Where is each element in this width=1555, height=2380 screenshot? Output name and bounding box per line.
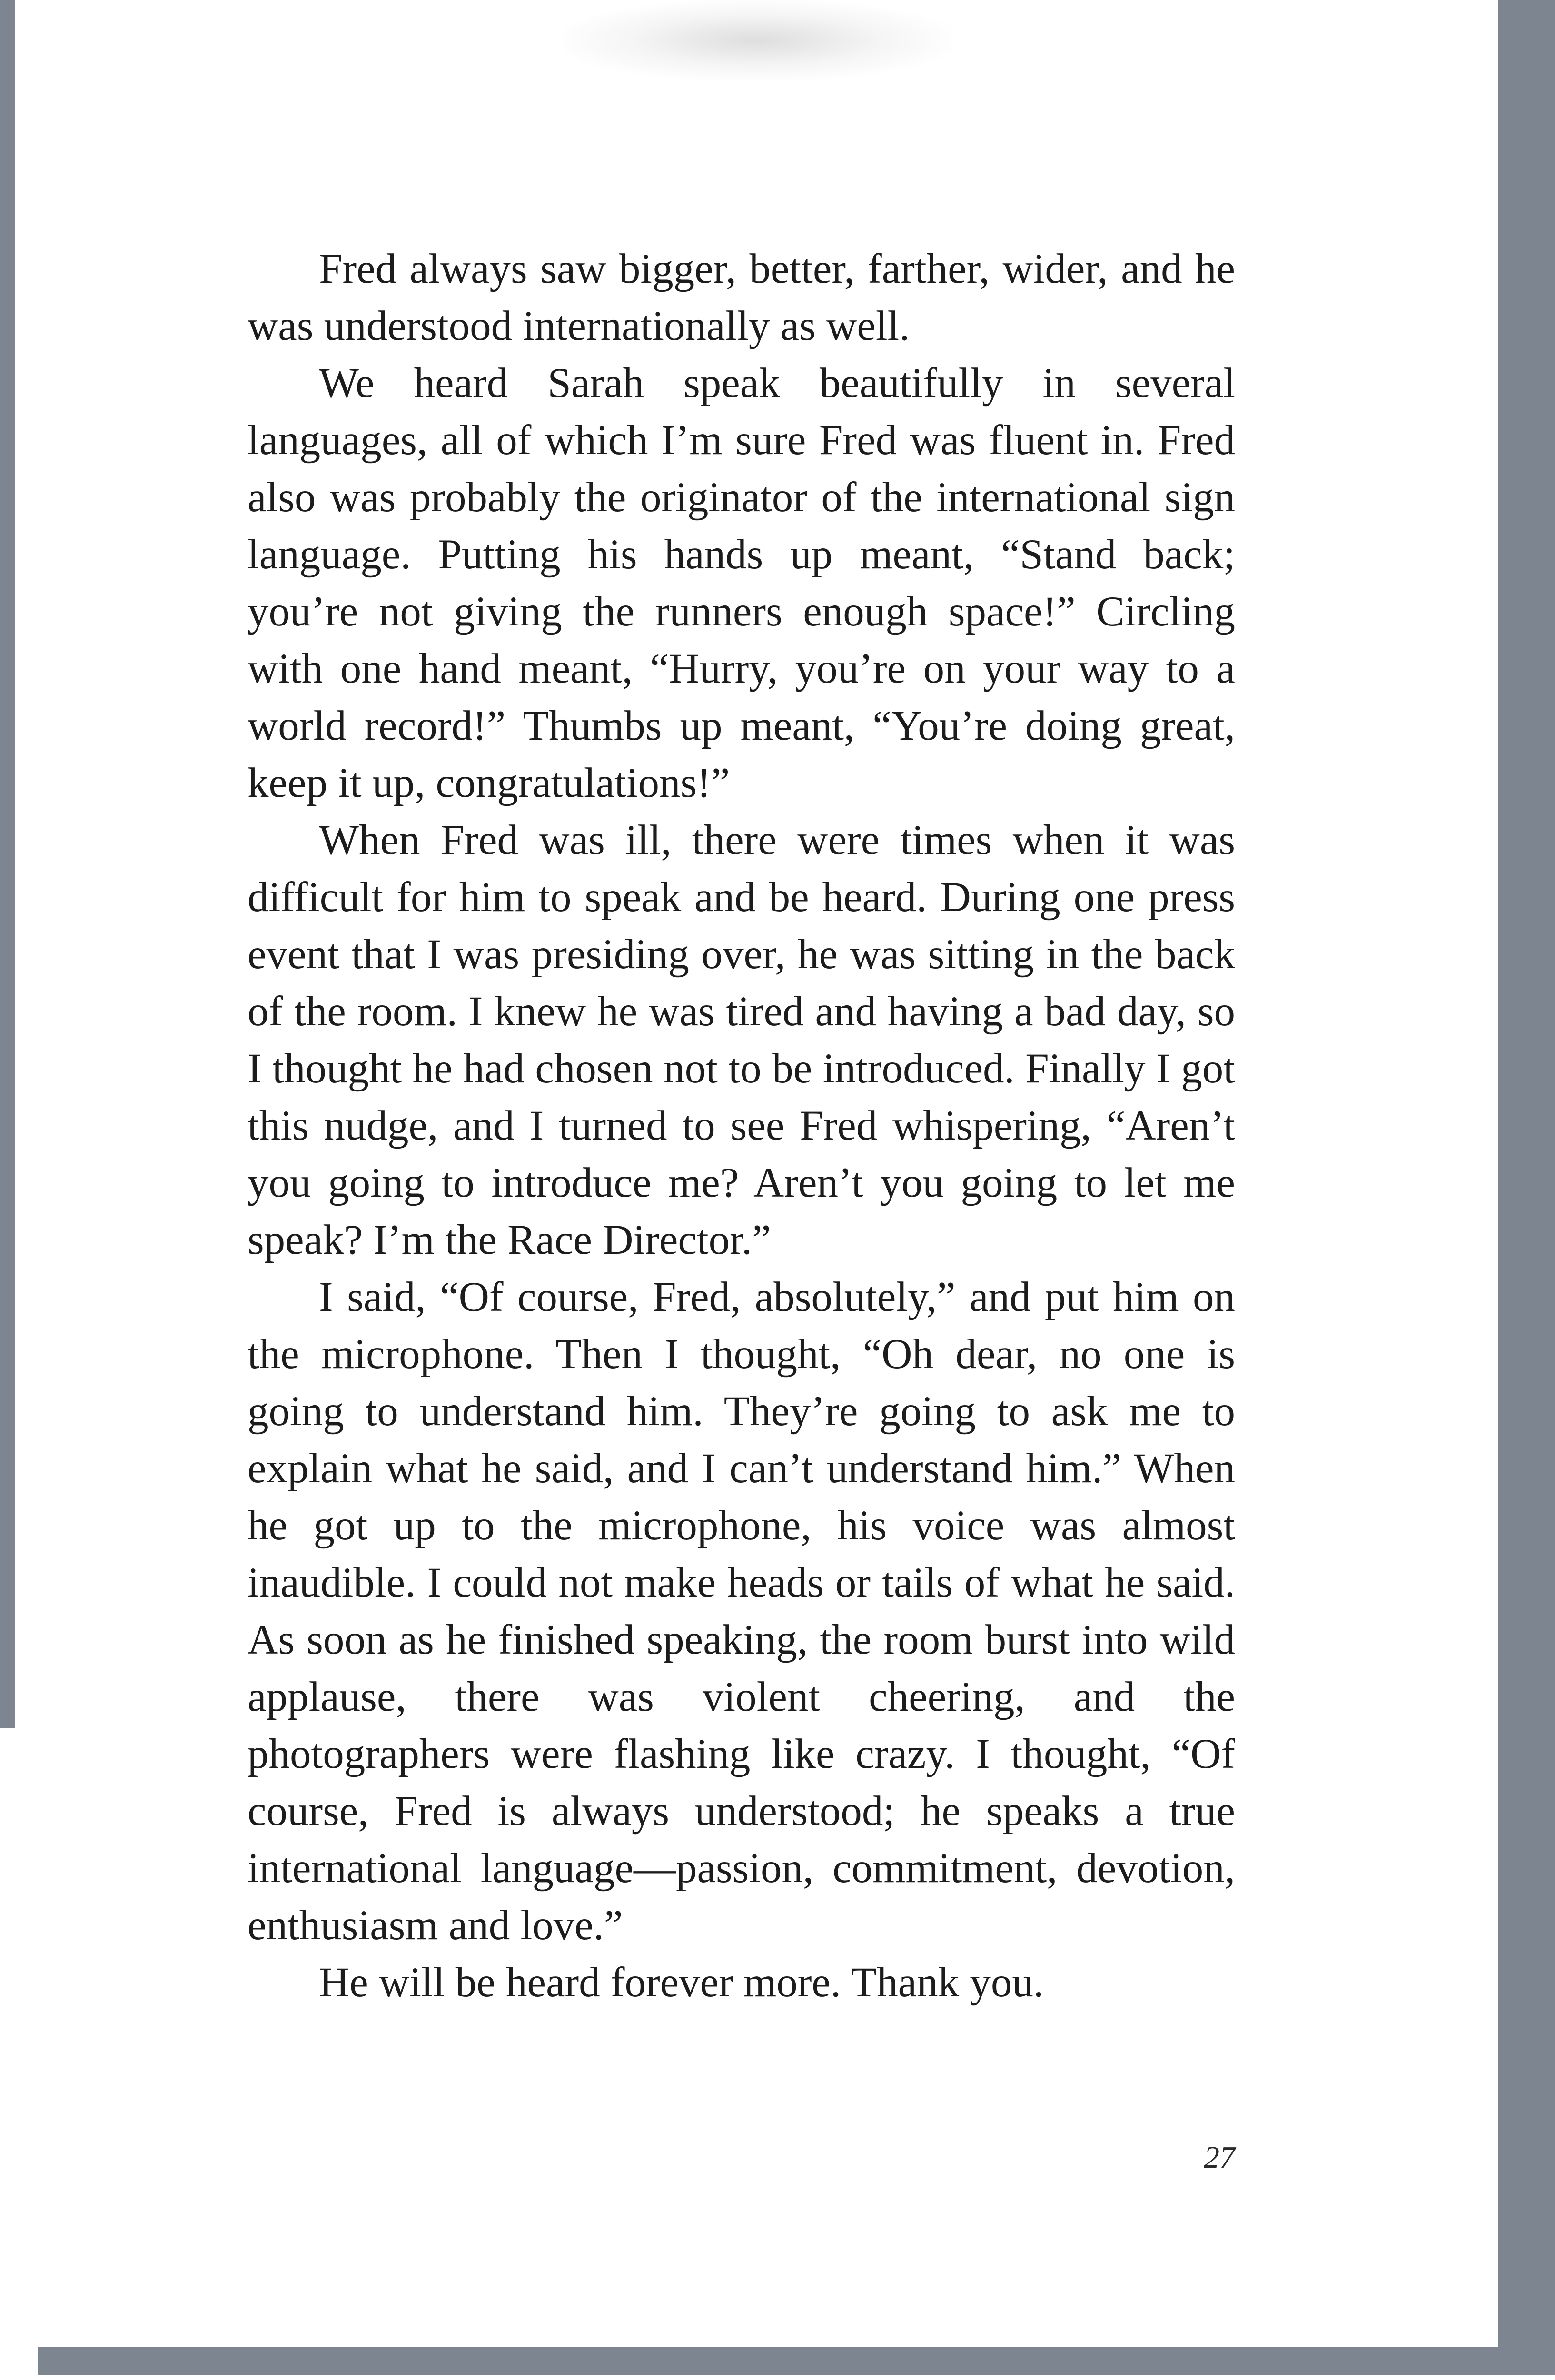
paragraph: When Fred was ill, there were times when it was difficult for him to speak and be heard. During one press event that I was presiding over, he was sitting in the back of the room. I knew he was tired and having a bad day, so I thought he had chosen not to be introduced. Finally I got this nudge, and I turned to see Fred whispering, “Aren’t you going to introduce me? Aren’t you going to let me speak? I’m the Race Director.” [248, 817, 1235, 1263]
paragraph: I said, “Of course, Fred, absolutely,” and put him on the microphone. Then I thought, “Oh dear, no one is going to understand him. They’re going to ask me to explain what he said, and I can’t understand him.” When he got up to the microphone, his voice was almost inaudible. I could not make heads or tails of what he said. As soon as he finished speaking, the room burst into wild applause, there was violent cheering, and the photographers were flashing like crazy. I thought, “Of course, Fred is always understood; he speaks a true international language—passion, commitment, devotion, enthusiasm and love.” [248, 1274, 1235, 1949]
body-text [248, 240, 1235, 2011]
scan-border-bottom [38, 2347, 1555, 2375]
scan-smudge [562, 0, 952, 81]
scan-border-right [1498, 0, 1555, 2370]
paragraph: Fred always saw bigger, better, farther, wider, and he was understood internationally as well. [248, 246, 1235, 349]
paragraph: He will be heard forever more. Thank you. [319, 1959, 1044, 2006]
scan-background [0, 2375, 1555, 2380]
page-number: 27 [1204, 2140, 1235, 2175]
paragraph: We heard Sarah speak beautifully in several languages, all of which I’m sure Fred was fluent in. Fred also was probably the originator of the international sign language. Putting his hands up meant, “Stand back; you’re not giving the runners enough space!” Circling with one hand meant, “Hurry, you’re on your way to a world record!” Thumbs up meant, “You’re doing great, keep it up, congratulations!” [248, 360, 1235, 806]
scan-border-left [0, 0, 15, 1728]
book-page [248, 240, 1235, 2011]
